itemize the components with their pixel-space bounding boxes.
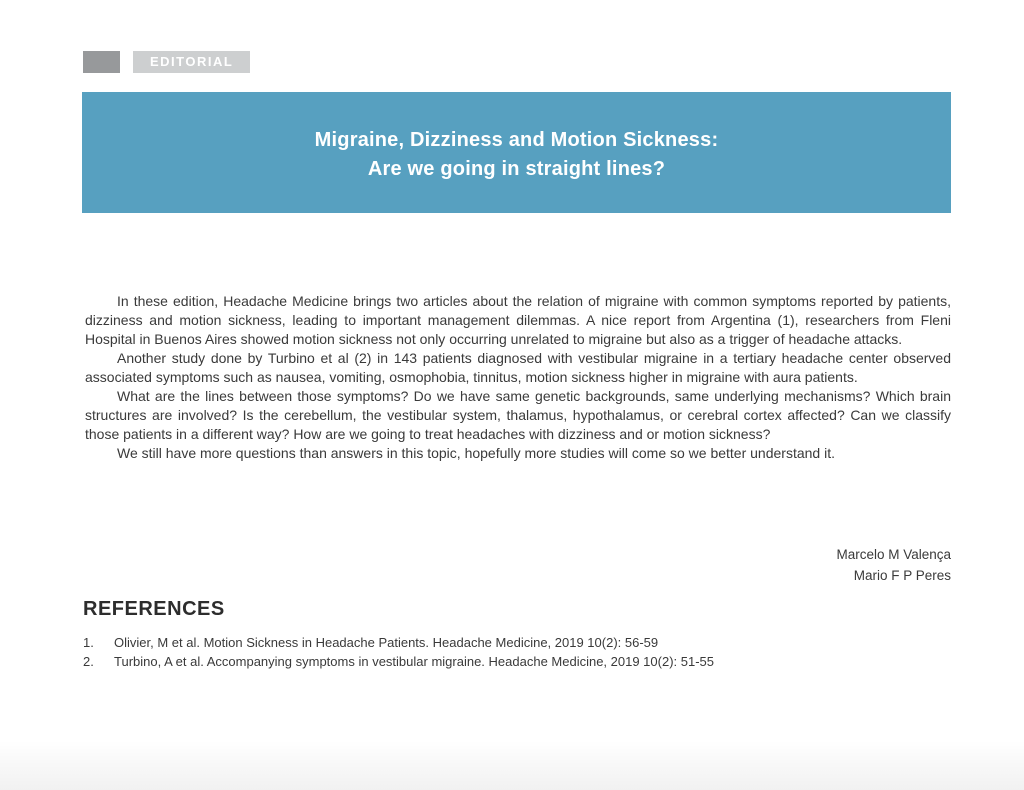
body-paragraph: In these edition, Headache Medicine brings two articles about the relation of migraine with common symptoms reported by patients, dizziness and motion sickness, leading to important management dilemmas. A nice report from Argentina (1), researchers from Fleni Hospital in Buenos Aires showed motion sickness not only occurring unrelated to migraine but also as a trigger of headache attacks. <box>85 293 951 347</box>
article-title-line-2: Are we going in straight lines? <box>367 157 666 180</box>
references-section <box>83 598 951 671</box>
kicker-row <box>83 51 250 73</box>
reference-number: 1. <box>83 635 94 650</box>
reference-list <box>83 634 951 671</box>
reference-item <box>83 634 951 653</box>
category-color-swatch <box>83 51 120 73</box>
reference-item <box>83 653 951 672</box>
section-kicker: EDITORIAL <box>133 51 250 73</box>
author-block <box>836 544 951 586</box>
body-paragraph: We still have more questions than answers in this topic, hopefully more studies will come so we better understand it. <box>117 445 835 461</box>
body-paragraph: What are the lines between those symptoms? Do we have same genetic backgrounds, same underlying mechanisms? Which brain structures are involved? Is the cerebellum, the vestibular system, thalamus, hypothalamus, or cerebral cortex affected? Can we classify those patients in a different way? How are we going to treat headaches with dizziness and or motion sickness? <box>85 388 951 442</box>
page-edge-shadow <box>0 740 1024 790</box>
reference-number: 2. <box>83 653 94 669</box>
author-name: Marcelo M Valença <box>836 547 951 562</box>
article-body <box>85 292 951 463</box>
article-title-line-1: Migraine, Dizziness and Motion Sickness: <box>314 128 719 151</box>
reference-text: Turbino, A et al. Accompanying symptoms in vestibular migraine. Headache Medicine, 2019 10(2): 51-55 <box>114 653 715 669</box>
references-heading: REFERENCES <box>83 598 225 620</box>
author-name: Mario F P Peres <box>853 568 951 583</box>
title-banner <box>82 92 951 213</box>
body-paragraph: Another study done by Turbino et al (2) in 143 patients diagnosed with vestibular migraine in a tertiary headache center observed associated symptoms such as nausea, vomiting, osmophobia, tinnitus, motion sickness higher in migraine with aura patients. <box>85 350 951 385</box>
reference-text: Olivier, M et al. Motion Sickness in Headache Patients. Headache Medicine, 2019 10(2): 56-59 <box>114 635 659 650</box>
